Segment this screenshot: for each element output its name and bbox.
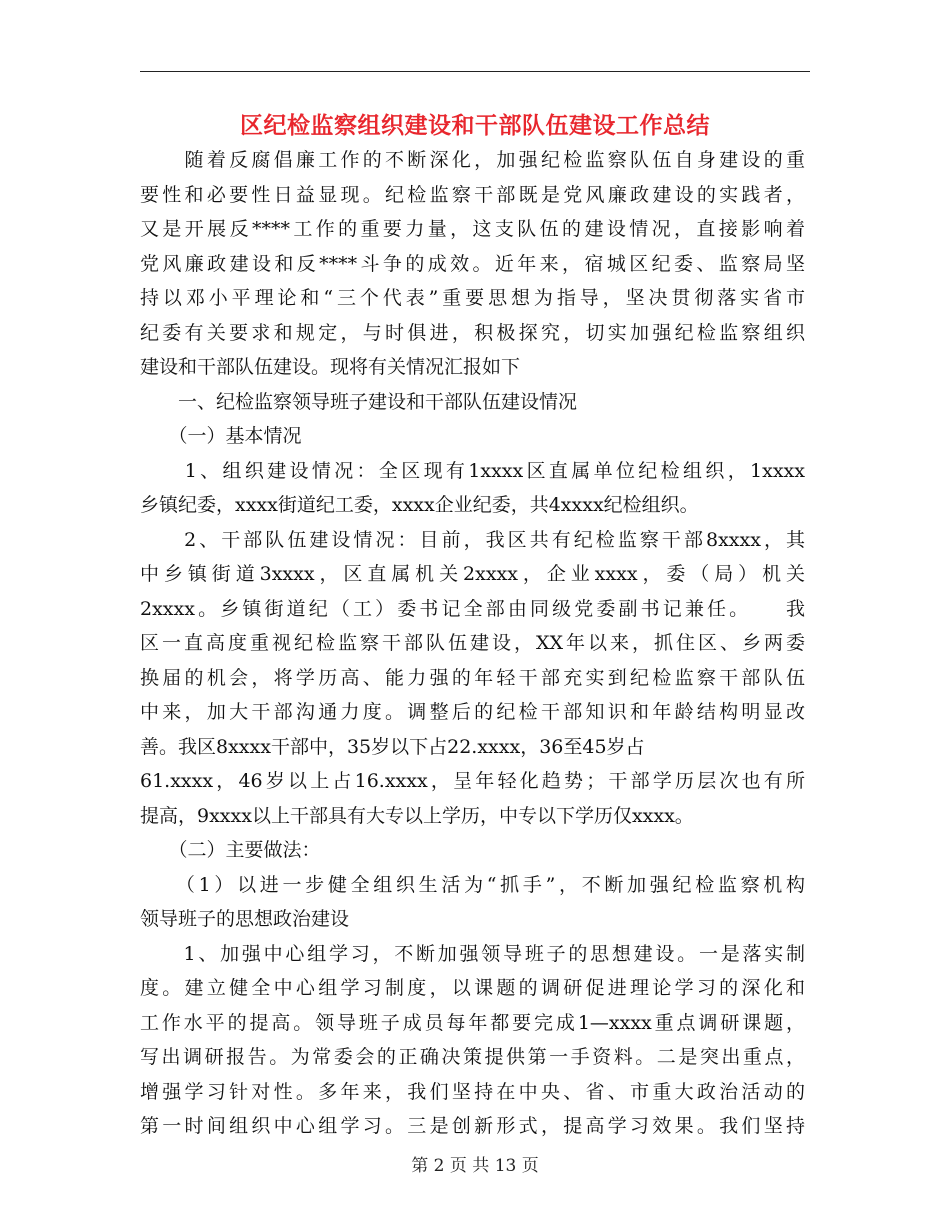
page-footer: 第 2 页 共 13 页 xyxy=(411,1156,539,1176)
body-line: 换届的机会，将学历高、能力强的年轻干部充实到纪检监察干部队伍 xyxy=(140,666,805,689)
body-line: 区一直高度重视纪检监察干部队伍建设，XX年以来，抓住区、乡两委 xyxy=(140,632,805,654)
body-line: 要性和必要性日益显现。纪检监察干部既是党风廉政建设的实践者， xyxy=(140,183,805,206)
body-line: 中乡镇街道3xxxx，区直属机关2xxxx，企业xxxx，委（局）机关 xyxy=(140,563,805,585)
document-body xyxy=(140,143,805,1144)
body-line: 乡镇纪委，xxxx街道纪工委，xxxx企业纪委，共4xxxx纪检组织。 xyxy=(140,494,699,516)
body-line: 中来，加大干部沟通力度。调整后的纪检干部知识和年龄结构明显改 xyxy=(140,701,805,723)
subsection-heading: （一）基本情况 xyxy=(140,425,302,447)
body-line: 2、干部队伍建设情况：目前，我区共有纪检监察干部8xxxx，其 xyxy=(140,528,805,551)
body-line: 第一时间组织中心组学习。三是创新形式，提高学习效果。我们坚持 xyxy=(140,1115,805,1137)
body-line: （1）以进一步健全组织生活为“抓手”，不断加强纪检监察机构 xyxy=(140,873,805,896)
body-line: 领导班子的思想政治建设 xyxy=(140,908,350,930)
body-line: 善。我区8xxxx干部中，35岁以下占22.xxxx，36至45岁占 xyxy=(140,735,645,758)
body-line: 纪委有关要求和规定，与时俱进，积极探究，切实加强纪检监察组织 xyxy=(140,321,805,344)
body-line: 度。建立健全中心组学习制度，以课题的调研促进理论学习的深化和 xyxy=(140,977,805,999)
body-line: 写出调研报告。为常委会的正确决策提供第一手资料。二是突出重点， xyxy=(140,1046,805,1068)
body-line: 持以邓小平理论和“三个代表”重要思想为指导，坚决贯彻落实省市 xyxy=(140,287,805,309)
body-line: 又是开展反****工作的重要力量，这支队伍的建设情况，直接影响着 xyxy=(140,218,805,240)
body-line: 提高，9xxxx以上干部具有大专以上学历，中专以下学历仅xxxx。 xyxy=(140,804,694,827)
document-title: 区纪检监察组织建设和干部队伍建设工作总结 xyxy=(240,112,710,139)
subsection-heading: （二）主要做法： xyxy=(140,839,321,861)
body-line: 增强学习针对性。多年来，我们坚持在中央、省、市重大政治活动的 xyxy=(140,1080,805,1103)
body-line: 党风廉政建设和反****斗争的成效。近年来，宿城区纪委、监察局坚 xyxy=(140,252,805,275)
body-line: 随着反腐倡廉工作的不断深化，加强纪检监察队伍自身建设的重 xyxy=(140,149,805,171)
body-line: 61.xxxx，46岁以上占16.xxxx，呈年轻化趋势；干部学历层次也有所 xyxy=(140,770,805,792)
body-line: 建设和干部队伍建设。现将有关情况汇报如下 xyxy=(140,356,521,378)
body-line: 1、加强中心组学习，不断加强领导班子的思想建设。一是落实制 xyxy=(140,942,805,965)
body-line: 工作水平的提高。领导班子成员每年都要完成1—xxxx重点调研课题， xyxy=(140,1011,805,1034)
body-line: 2xxxx。乡镇街道纪（工）委书记全部由同级党委副书记兼任。 我 xyxy=(140,597,805,620)
body-line: 1、组织建设情况：全区现有1xxxx区直属单位纪检组织，1xxxx xyxy=(140,459,805,482)
header-rule xyxy=(140,71,810,72)
section-heading: 一、纪检监察领导班子建设和干部队伍建设情况 xyxy=(140,390,578,413)
